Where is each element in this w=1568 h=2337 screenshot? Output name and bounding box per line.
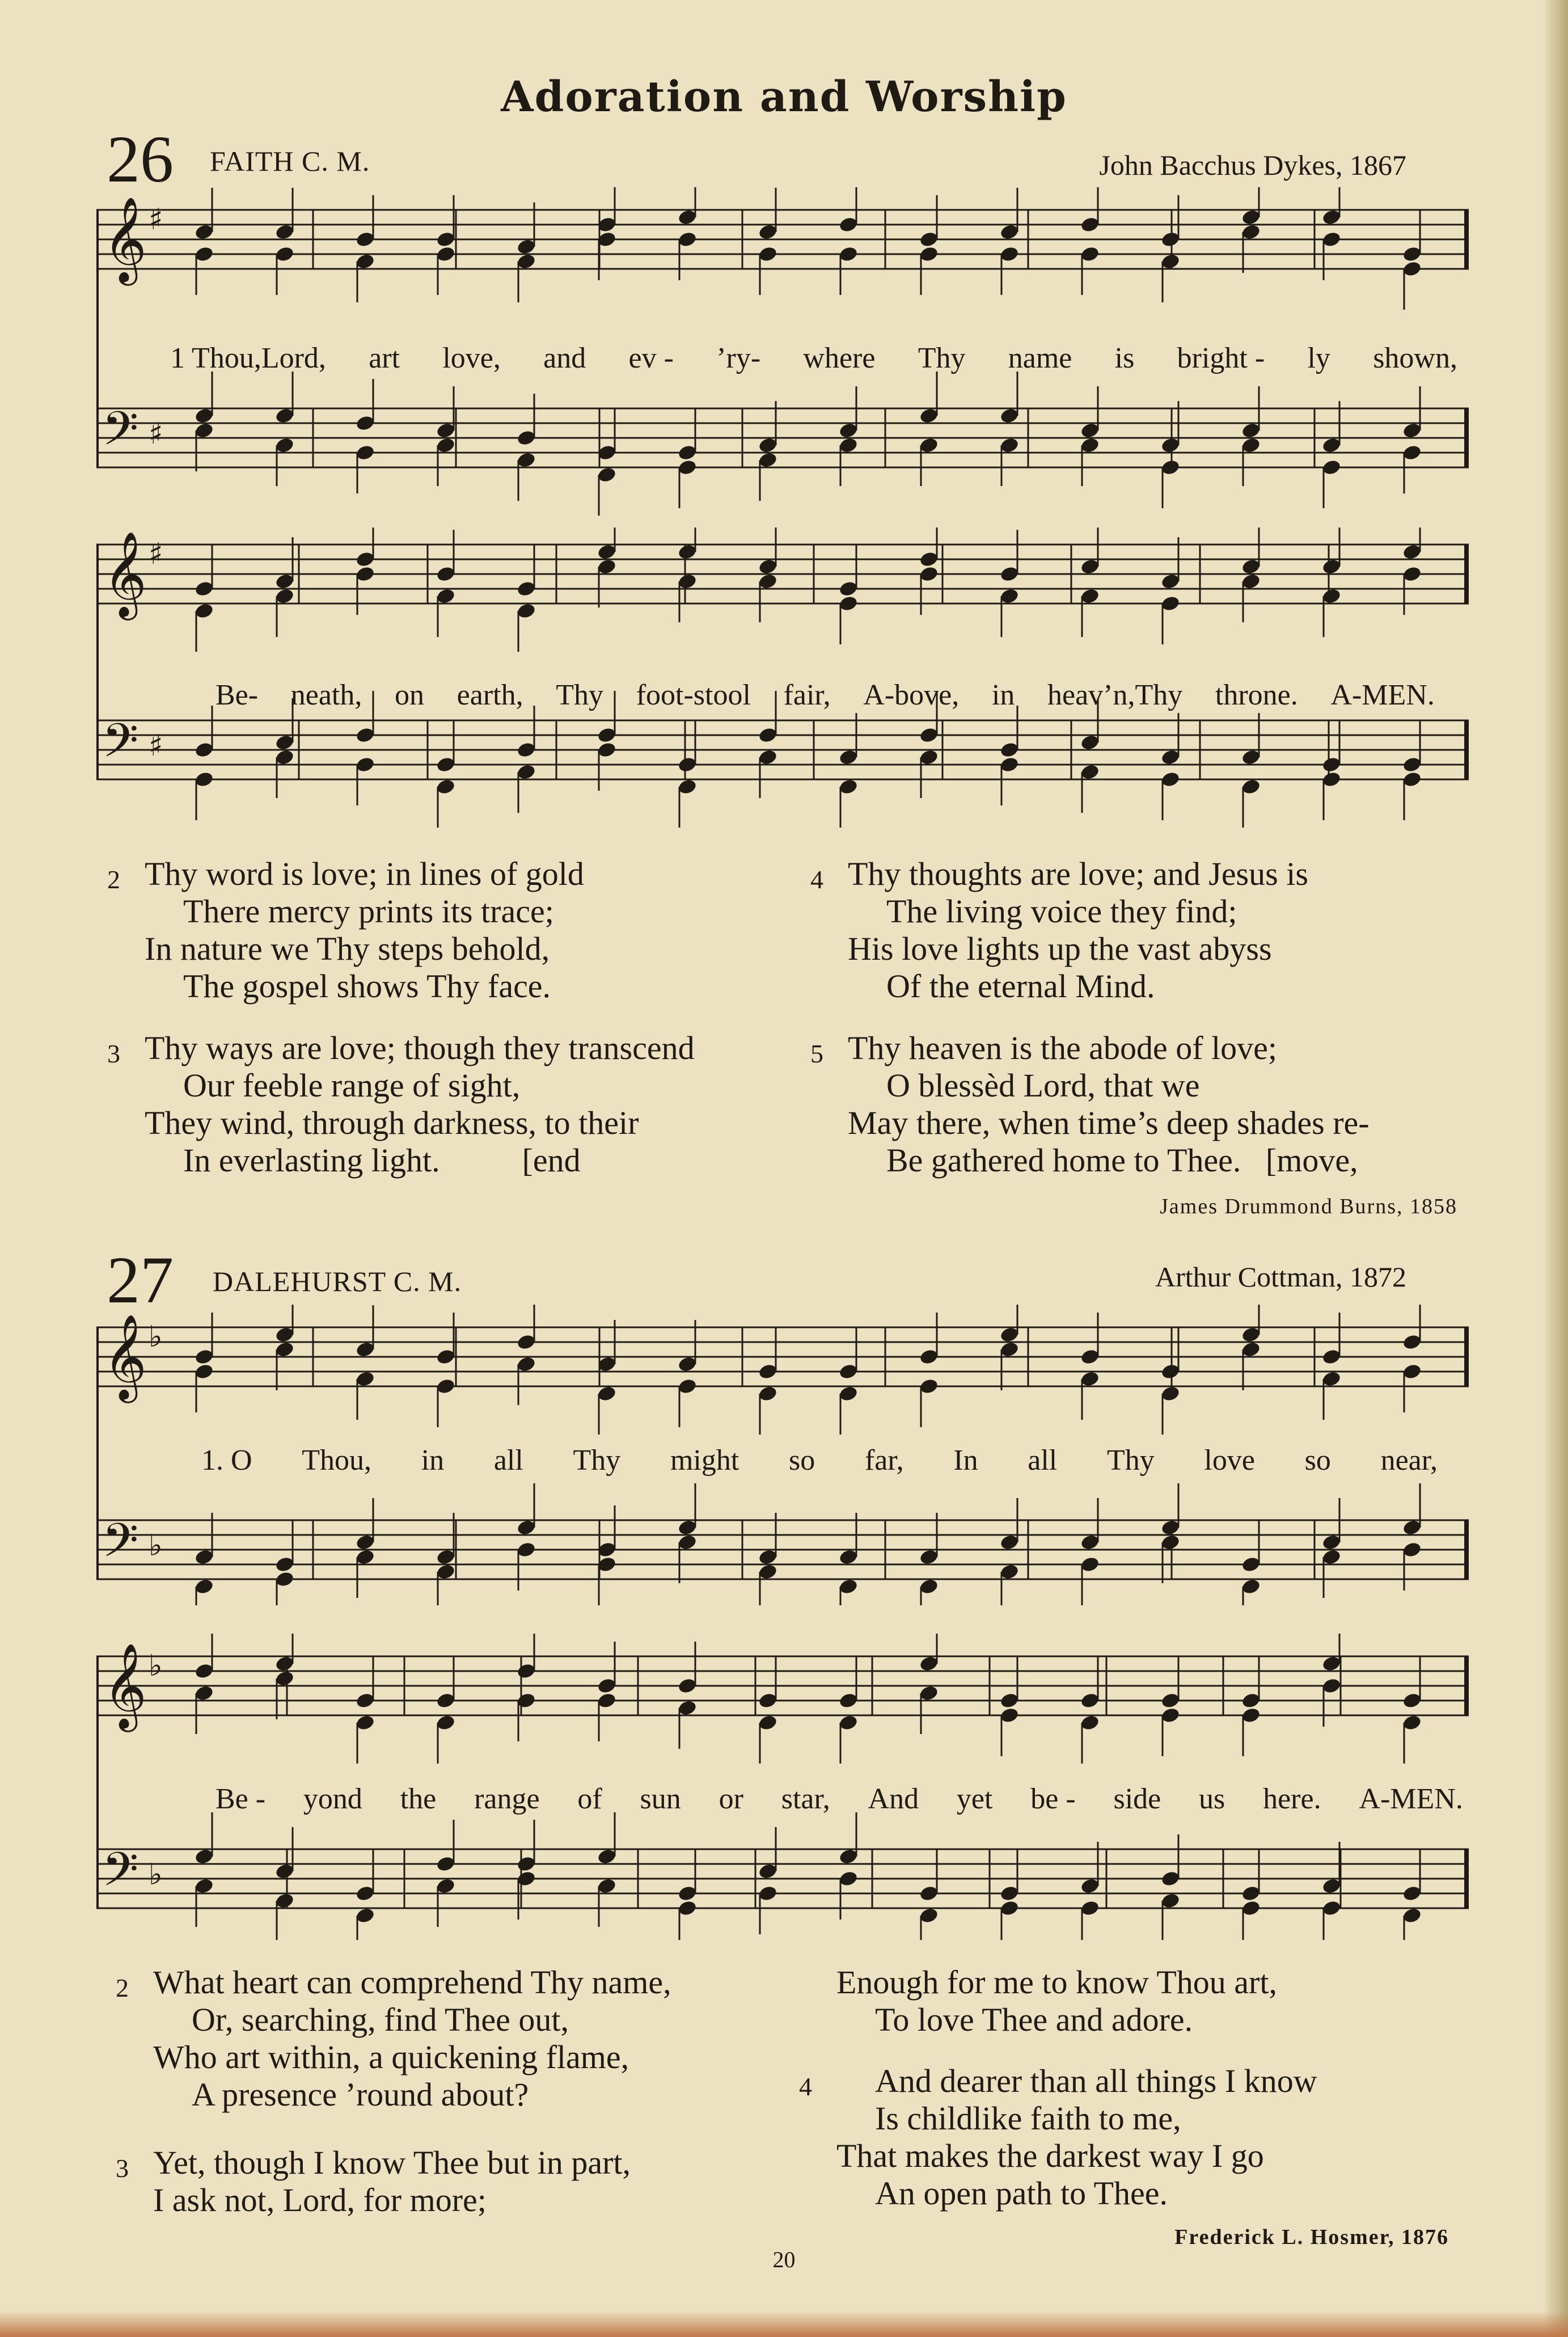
verse-line: Yet, though I know Thee but in part, bbox=[153, 2144, 631, 2181]
verse-line: Thy thoughts are love; and Jesus is bbox=[848, 855, 1308, 892]
verse-line: Of the eternal Mind. bbox=[886, 968, 1155, 1005]
verse-line: Enough for me to know Thou art, bbox=[836, 1964, 1277, 2001]
hymn-27-verse-3-continued bbox=[836, 1964, 1277, 2039]
lyric-syllable: art bbox=[369, 342, 400, 374]
sharp-icon: ♯ bbox=[149, 417, 163, 451]
verse-line: And dearer than all things I know bbox=[875, 2062, 1317, 2099]
lyric-syllable: bright - bbox=[1177, 342, 1265, 374]
lyric-syllable: A-bove, bbox=[863, 679, 960, 711]
lyric-syllable: throne. bbox=[1215, 679, 1298, 711]
lyric-syllable: of bbox=[577, 1783, 602, 1815]
lyric-syllable: Be- bbox=[215, 679, 259, 711]
lyric-syllable: be - bbox=[1030, 1783, 1076, 1815]
hymn-27-verse-3 bbox=[116, 2144, 631, 2219]
verse-line: O blessèd Lord, that we bbox=[886, 1067, 1200, 1104]
lyric-syllable: ly bbox=[1307, 342, 1330, 374]
lyric-syllable: or bbox=[719, 1783, 743, 1815]
verse-line: What heart can comprehend Thy name, bbox=[153, 1964, 671, 2001]
hymn-26-tune: FAITH C. M. bbox=[210, 145, 370, 177]
verse-number: 4 bbox=[810, 865, 823, 894]
hymn-27-lyrics-line-2 bbox=[215, 1782, 1463, 1816]
lyric-syllable: And bbox=[868, 1783, 919, 1815]
lyric-syllable: yet bbox=[956, 1783, 993, 1815]
verse-line: Or, searching, find Thee out, bbox=[192, 2001, 569, 2038]
sharp-icon: ♯ bbox=[149, 537, 163, 571]
lyric-syllable: so bbox=[789, 1444, 815, 1477]
hymn-26-lyrics-line-2 bbox=[215, 678, 1435, 712]
lyric-syllable: Thy bbox=[1106, 1444, 1155, 1477]
hymn-26-verse-4 bbox=[810, 855, 1308, 1005]
lyric-syllable: and bbox=[543, 342, 586, 374]
verse-line: Thy heaven is the abode of love; bbox=[848, 1030, 1277, 1066]
lyric-syllable: name bbox=[1008, 342, 1072, 374]
lyric-syllable: far, bbox=[864, 1444, 904, 1477]
verse-line: Our feeble range of sight, bbox=[183, 1067, 521, 1104]
hymn-26-composer: John Bacchus Dykes, 1867 bbox=[1099, 149, 1406, 181]
lyric-syllable: love, bbox=[442, 342, 501, 374]
verse-line: May there, when time’s deep shades re- bbox=[848, 1104, 1370, 1141]
verse-line: They wind, through darkness, to their bbox=[145, 1104, 639, 1141]
lyric-syllable: side bbox=[1113, 1783, 1161, 1815]
lyric-syllable: near, bbox=[1380, 1444, 1438, 1477]
hymn-26-lyrics-line-1 bbox=[170, 341, 1457, 375]
bass-clef-icon: 𝄢 bbox=[102, 713, 139, 779]
verse-line: In nature we Thy steps behold, bbox=[145, 930, 550, 967]
hymn-26-verse-3 bbox=[107, 1030, 783, 1179]
flat-icon: ♭ bbox=[149, 1529, 163, 1563]
lyric-syllable: is bbox=[1114, 342, 1135, 374]
verse-number: 5 bbox=[810, 1039, 823, 1068]
verse-line: I ask not, Lord, for more; bbox=[153, 2182, 487, 2218]
verse-line: Is childlike faith to me, bbox=[875, 2100, 1181, 2137]
sharp-icon: ♯ bbox=[149, 729, 163, 763]
lyric-syllable: Thou, bbox=[302, 1444, 372, 1477]
flat-icon: ♭ bbox=[149, 1858, 163, 1892]
flat-icon: ♭ bbox=[149, 1649, 163, 1683]
verse-line: In everlasting light. [end bbox=[183, 1142, 581, 1179]
lyric-syllable: all bbox=[1028, 1444, 1058, 1477]
verse-line: Thy word is love; in lines of gold bbox=[145, 855, 584, 892]
page-header: Adoration and Worship bbox=[501, 73, 1067, 121]
treble-clef-icon: 𝄞 bbox=[103, 196, 147, 282]
hymn-27-composer: Arthur Cottman, 1872 bbox=[1155, 1261, 1406, 1293]
sharp-icon: ♯ bbox=[149, 203, 163, 237]
lyric-syllable: A-MEN. bbox=[1330, 679, 1435, 711]
lyric-syllable: love bbox=[1204, 1444, 1255, 1477]
lyric-syllable: 1. O bbox=[201, 1444, 252, 1477]
verse-line: His love lights up the vast abyss bbox=[848, 930, 1272, 967]
lyric-syllable: neath, bbox=[290, 679, 362, 711]
verse-number: 2 bbox=[107, 865, 120, 894]
lyric-syllable: foot-stool bbox=[636, 679, 751, 711]
verse-line: There mercy prints its trace; bbox=[183, 893, 554, 930]
lyric-syllable: fair, bbox=[783, 679, 831, 711]
hymn-27-author-credit: Frederick L. Hosmer, 1876 bbox=[1174, 2225, 1449, 2249]
verse-number: 4 bbox=[799, 2072, 812, 2101]
verse-line: Who art within, a quickening flame, bbox=[153, 2039, 629, 2076]
verse-line: The living voice they find; bbox=[886, 893, 1237, 930]
hymn-26-verse-2 bbox=[107, 855, 584, 1005]
verse-number: 3 bbox=[116, 2154, 129, 2183]
hymn-27-lyrics-line-1 bbox=[201, 1444, 1438, 1477]
lyric-syllable: the bbox=[400, 1783, 437, 1815]
verse-line: To love Thee and adore. bbox=[875, 2001, 1193, 2038]
lyric-syllable: range bbox=[474, 1783, 540, 1815]
hymn-26-author-credit: James Drummond Burns, 1858 bbox=[1160, 1195, 1457, 1218]
treble-clef-icon: 𝄞 bbox=[103, 530, 147, 617]
verse-number: 3 bbox=[107, 1039, 120, 1068]
page-number: 20 bbox=[772, 2247, 796, 2272]
treble-clef-icon: 𝄞 bbox=[103, 1313, 147, 1399]
lyric-syllable: heav’n,Thy bbox=[1047, 679, 1183, 711]
hymn-27-verse-4 bbox=[799, 2062, 1317, 2212]
verse-line: Be gathered home to Thee. [move, bbox=[886, 1142, 1358, 1179]
bass-clef-icon: 𝄢 bbox=[102, 1842, 139, 1908]
lyric-syllable: on bbox=[395, 679, 425, 711]
flat-icon: ♭ bbox=[149, 1320, 163, 1354]
hymn-26-number: 26 bbox=[107, 122, 174, 196]
lyric-syllable: In bbox=[953, 1444, 978, 1477]
hymn-27-number: 27 bbox=[107, 1243, 174, 1317]
page-edge bbox=[1543, 0, 1568, 2337]
lyric-syllable: in bbox=[421, 1444, 445, 1477]
verse-line: A presence ’round about? bbox=[192, 2076, 529, 2113]
verse-line: Thy ways are love; though they transcend bbox=[145, 1030, 695, 1066]
verse-number: 2 bbox=[116, 1973, 129, 2002]
lyric-syllable: shown, bbox=[1373, 342, 1457, 374]
lyric-syllable: A-MEN. bbox=[1359, 1783, 1463, 1815]
lyric-syllable: ’ry- bbox=[716, 342, 761, 374]
verse-line: That makes the darkest way I go bbox=[836, 2137, 1264, 2174]
lyric-syllable: here. bbox=[1263, 1783, 1321, 1815]
lyric-syllable: star, bbox=[781, 1783, 830, 1815]
lyric-syllable: so bbox=[1304, 1444, 1331, 1477]
verse-line: An open path to Thee. bbox=[875, 2175, 1168, 2212]
verse-line: The gospel shows Thy face. bbox=[183, 968, 551, 1005]
lyric-syllable: Be - bbox=[215, 1783, 266, 1815]
bass-clef-icon: 𝄢 bbox=[102, 401, 139, 467]
lyric-syllable: Thy bbox=[918, 342, 966, 374]
lyric-syllable: 1 Thou,Lord, bbox=[170, 342, 326, 374]
treble-clef-icon: 𝄞 bbox=[103, 1642, 147, 1728]
lyric-syllable: might bbox=[670, 1444, 739, 1477]
lyric-syllable: yond bbox=[303, 1783, 362, 1815]
hymn-26-system-2 bbox=[96, 528, 1474, 828]
lyric-syllable: us bbox=[1199, 1783, 1225, 1815]
lyric-syllable: all bbox=[493, 1444, 523, 1477]
hymn-27-tune: DALEHURST C. M. bbox=[213, 1265, 462, 1297]
bass-clef-icon: 𝄢 bbox=[102, 1513, 139, 1579]
lyric-syllable: Thy bbox=[573, 1444, 621, 1477]
lyric-syllable: Thy bbox=[556, 679, 604, 711]
lyric-syllable: ev - bbox=[628, 342, 674, 374]
page-bottom-edge bbox=[0, 2311, 1568, 2337]
lyric-syllable: earth, bbox=[457, 679, 523, 711]
lyric-syllable: in bbox=[991, 679, 1015, 711]
lyric-syllable: sun bbox=[640, 1783, 681, 1815]
lyric-syllable: where bbox=[803, 342, 876, 374]
hymn-27-verse-2 bbox=[116, 1964, 671, 2114]
hymn-26-verse-5 bbox=[810, 1030, 1370, 1179]
